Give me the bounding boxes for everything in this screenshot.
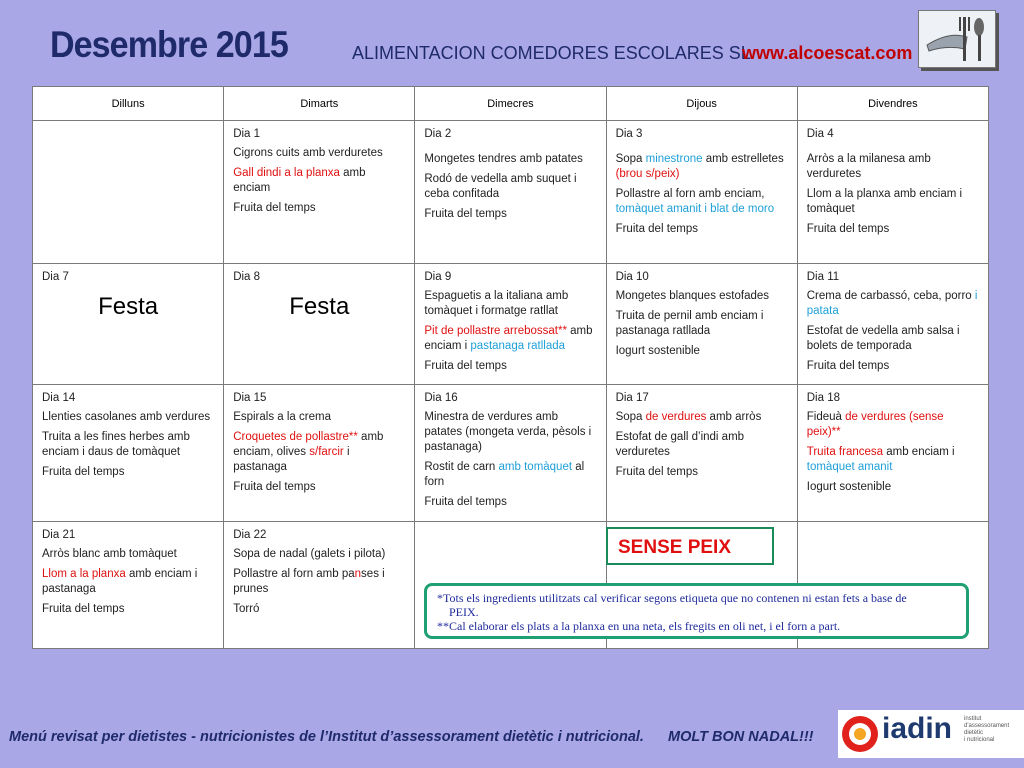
- day-label: Dia 4: [806, 128, 834, 140]
- iadin-subtitle-line: i nutricional: [964, 737, 995, 743]
- menu-cell: [33, 385, 224, 522]
- header-dilluns: Dilluns: [33, 87, 224, 121]
- dish-line: [42, 430, 214, 460]
- dish-line: [807, 187, 979, 217]
- dish-text: Estofat de vedella amb salsa i bolets de temporada: [806, 325, 960, 352]
- dish-text: al forn: [424, 461, 585, 488]
- dish-line: [424, 152, 596, 167]
- dish-text: amb arròs: [706, 411, 762, 423]
- dish-line: [424, 359, 596, 374]
- header-dimarts: Dimarts: [224, 87, 415, 121]
- menu-cell: [606, 385, 797, 522]
- allergen-note: [424, 583, 969, 639]
- dish-text: Crema de carbassó, ceba, porro: [806, 290, 975, 302]
- day-label: Dia 8: [233, 271, 261, 283]
- dish-text: Arròs blanc amb tomàquet: [42, 548, 177, 560]
- dish-text: Truita a les fines herbes amb enciam i daus de tomàquet: [42, 431, 190, 458]
- dish-text: Fruita del temps: [806, 360, 890, 372]
- dish-text: Fruita del temps: [42, 603, 125, 615]
- note-line-1b: PEIX.: [449, 605, 479, 619]
- day-label: Dia 2: [424, 128, 452, 140]
- day-label: Dia 17: [615, 392, 649, 404]
- dish-line: [233, 480, 405, 495]
- menu-cell: [797, 385, 988, 522]
- dish-line: [807, 445, 979, 475]
- dish-text: Fruita del temps: [424, 360, 507, 372]
- dish-line: [807, 480, 979, 495]
- dish-line: [616, 410, 788, 425]
- dish-line: [42, 602, 214, 617]
- dish-text: Fruita del temps: [615, 223, 699, 235]
- menu-cell: [33, 264, 224, 385]
- dish-line: [807, 289, 979, 319]
- dish-text: Fruita del temps: [233, 202, 316, 214]
- dish-text: Minestra de verdures amb patates (mongeta verda, pèsols i pastanaga): [424, 411, 592, 453]
- day-label: Dia 11: [806, 271, 840, 283]
- header-dijous: Dijous: [606, 87, 797, 121]
- dish-text: Pollastre al forn amb enciam,: [615, 188, 765, 200]
- dish-line: [42, 465, 214, 480]
- dish-text: Espirals a la crema: [233, 411, 331, 423]
- dish-text: Mongetes blanques estofades: [615, 290, 770, 302]
- note-line-2: **Cal elaborar els plats a la planxa en una neta, els fregits en oli net, i el forn a part.: [437, 619, 841, 633]
- dish-line: [807, 359, 979, 374]
- menu-table: [32, 86, 989, 649]
- day-label: Dia 7: [42, 271, 69, 283]
- iadin-logo: [838, 710, 1024, 758]
- dish-text: Pollastre al forn amb pa: [233, 568, 355, 580]
- holiday-label: Festa: [289, 293, 350, 320]
- menu-cell: [606, 264, 797, 385]
- dish-line: [42, 547, 214, 562]
- dish-line: [233, 567, 405, 597]
- holiday-label: Festa: [98, 293, 159, 320]
- day-label: Dia 15: [233, 392, 267, 404]
- dish-line: [616, 309, 788, 339]
- dish-text: i pastanaga: [233, 446, 350, 473]
- day-label: Dia 16: [424, 392, 458, 404]
- sense-peix-label: SENSE PEIX: [606, 527, 774, 565]
- dish-text: s/farcir: [309, 446, 344, 458]
- menu-cell: [415, 264, 606, 385]
- dish-text: Croquetes de pollastre**: [233, 431, 358, 443]
- dish-line: [424, 410, 596, 455]
- dish-text: amb enciam: [233, 167, 366, 194]
- note-line-1: *Tots els ingredients utilitzats cal verificar segons etiqueta que no contenen ni estan fets a base de: [437, 591, 907, 605]
- dish-text: Truita francesa: [806, 446, 884, 458]
- dish-line: [616, 222, 788, 237]
- iadin-subtitle-line: dietètic: [964, 730, 984, 736]
- menu-cell: [797, 264, 988, 385]
- day-label: Dia 10: [615, 271, 649, 283]
- menu-cell: [224, 385, 415, 522]
- dish-text: Estofat de gall d’indi amb verduretes: [615, 431, 745, 458]
- dish-line: [807, 152, 979, 182]
- cutlery-logo-icon: [918, 10, 996, 68]
- dish-line: [233, 146, 405, 161]
- dish-text: Sopa de nadal (galets i pilota): [233, 548, 386, 560]
- dish-line: [616, 152, 788, 182]
- dish-line: [616, 289, 788, 304]
- day-label: Dia 9: [424, 271, 452, 283]
- menu-cell: [797, 121, 988, 264]
- dish-line: [616, 187, 788, 217]
- table-row: [33, 385, 989, 522]
- iadin-subtitle-line: institut: [964, 716, 982, 722]
- dish-line: [616, 430, 788, 460]
- dish-line: [807, 324, 979, 354]
- dish-text: Llom a la planxa: [42, 568, 126, 580]
- dish-text: amb enciam i pastanaga: [42, 568, 198, 595]
- dish-text: Fruita del temps: [424, 208, 507, 220]
- dish-line: [424, 460, 596, 490]
- dish-text: Mongetes tendres amb patates: [424, 153, 583, 165]
- dish-text: Rostit de carn: [424, 461, 499, 473]
- iadin-emblem-icon: [840, 714, 880, 754]
- dish-text: Fruita del temps: [233, 481, 316, 493]
- dish-text: de verdures (sense peix)**: [806, 411, 944, 438]
- dish-line: [424, 495, 596, 510]
- dish-text: amb estrelletes: [702, 153, 784, 165]
- dish-line: [424, 207, 596, 222]
- dish-line: [424, 172, 596, 202]
- dish-text: Fruita del temps: [424, 496, 507, 508]
- dish-line: [807, 410, 979, 440]
- day-label: Dia 22: [233, 529, 267, 541]
- day-label: Dia 18: [806, 392, 840, 404]
- dish-text: minestrone: [645, 153, 703, 165]
- dish-text: Fideuà: [806, 411, 846, 423]
- menu-cell: [33, 522, 224, 649]
- dish-text: Rodó de vedella amb suquet i ceba confitada: [424, 173, 577, 200]
- dish-text: Cigrons cuits amb verduretes: [233, 147, 383, 159]
- dish-line: [42, 567, 214, 597]
- dish-text: (brou s/peix): [615, 168, 680, 180]
- dish-text: Torró: [233, 603, 260, 615]
- dish-text: Llom a la planxa amb enciam i tomàquet: [806, 188, 963, 215]
- dish-text: Llenties casolanes amb verdures: [42, 411, 211, 423]
- dish-text: amb enciam i: [424, 325, 593, 352]
- dish-line: [42, 410, 214, 425]
- dish-text: Arròs a la milanesa amb verduretes: [806, 153, 931, 180]
- dish-text: Sopa: [615, 153, 646, 165]
- day-label: Dia 21: [42, 529, 76, 541]
- header-divendres: Divendres: [797, 87, 988, 121]
- iadin-name: iadin: [882, 712, 953, 745]
- dish-text: tomàquet amanit: [806, 461, 893, 473]
- dish-text: amb enciam i: [883, 446, 955, 458]
- dish-line: [233, 410, 405, 425]
- dish-text: n: [354, 568, 362, 580]
- dish-line: [233, 430, 405, 475]
- day-label: Dia 14: [42, 392, 76, 404]
- menu-cell: [224, 121, 415, 264]
- dish-text: Iogurt sostenible: [615, 345, 700, 357]
- menu-cell: [33, 121, 224, 264]
- menu-cell: [224, 522, 415, 649]
- dish-text: tomàquet amanit i blat de moro: [615, 203, 775, 215]
- menu-cell: [224, 264, 415, 385]
- table-row: [33, 121, 989, 264]
- dish-line: [424, 289, 596, 319]
- dish-text: Truita de pernil amb enciam i pastanaga ratllada: [615, 310, 764, 337]
- dish-text: amb enciam, olives: [233, 431, 384, 458]
- website-link[interactable]: www.alcoescat.com: [742, 43, 913, 63]
- iadin-subtitle: [964, 716, 1024, 744]
- dish-text: Fruita del temps: [615, 466, 699, 478]
- dish-text: Iogurt sostenible: [806, 481, 892, 493]
- table-header-row: [33, 87, 989, 121]
- footer-text: Menú revisat per dietistes - nutricionistes de l’Institut d’assessorament dietètic i nutricional.: [9, 729, 644, 745]
- dish-line: [807, 222, 979, 237]
- iadin-subtitle-line: d'assessorament: [964, 723, 1010, 729]
- table-row: [33, 264, 989, 385]
- dish-line: [233, 547, 405, 562]
- dish-text: ses i prunes: [233, 568, 385, 595]
- company-name: ALIMENTACION COMEDORES ESCOLARES SL: [352, 43, 751, 63]
- menu-cell: [415, 121, 606, 264]
- day-label: Dia 3: [615, 128, 643, 140]
- dish-line: [233, 201, 405, 216]
- dish-text: Gall dindi a la planxa: [233, 167, 340, 179]
- dish-text: pastanaga ratllada: [470, 340, 566, 352]
- day-label: Dia 1: [233, 128, 261, 140]
- dish-text: Fruita del temps: [806, 223, 890, 235]
- dish-line: [616, 344, 788, 359]
- dish-line: [233, 602, 405, 617]
- menu-cell: [606, 121, 797, 264]
- header-dimecres: Dimecres: [415, 87, 606, 121]
- dish-text: Pit de pollastre arrebossat**: [424, 325, 567, 337]
- dish-text: amb tomàquet: [498, 461, 573, 473]
- dish-line: [233, 166, 405, 196]
- dish-text: i patata: [806, 290, 978, 317]
- dish-text: Fruita del temps: [42, 466, 125, 478]
- dish-text: de verdures: [645, 411, 707, 423]
- menu-cell: [415, 385, 606, 522]
- greeting-text: MOLT BON NADAL!!!: [668, 729, 814, 745]
- page-title: Desembre 2015: [50, 24, 288, 65]
- dish-line: [424, 324, 596, 354]
- dish-text: Sopa: [615, 411, 646, 423]
- dish-text: Espaguetis a la italiana amb tomàquet i formatge ratllat: [424, 290, 569, 317]
- dish-line: [616, 465, 788, 480]
